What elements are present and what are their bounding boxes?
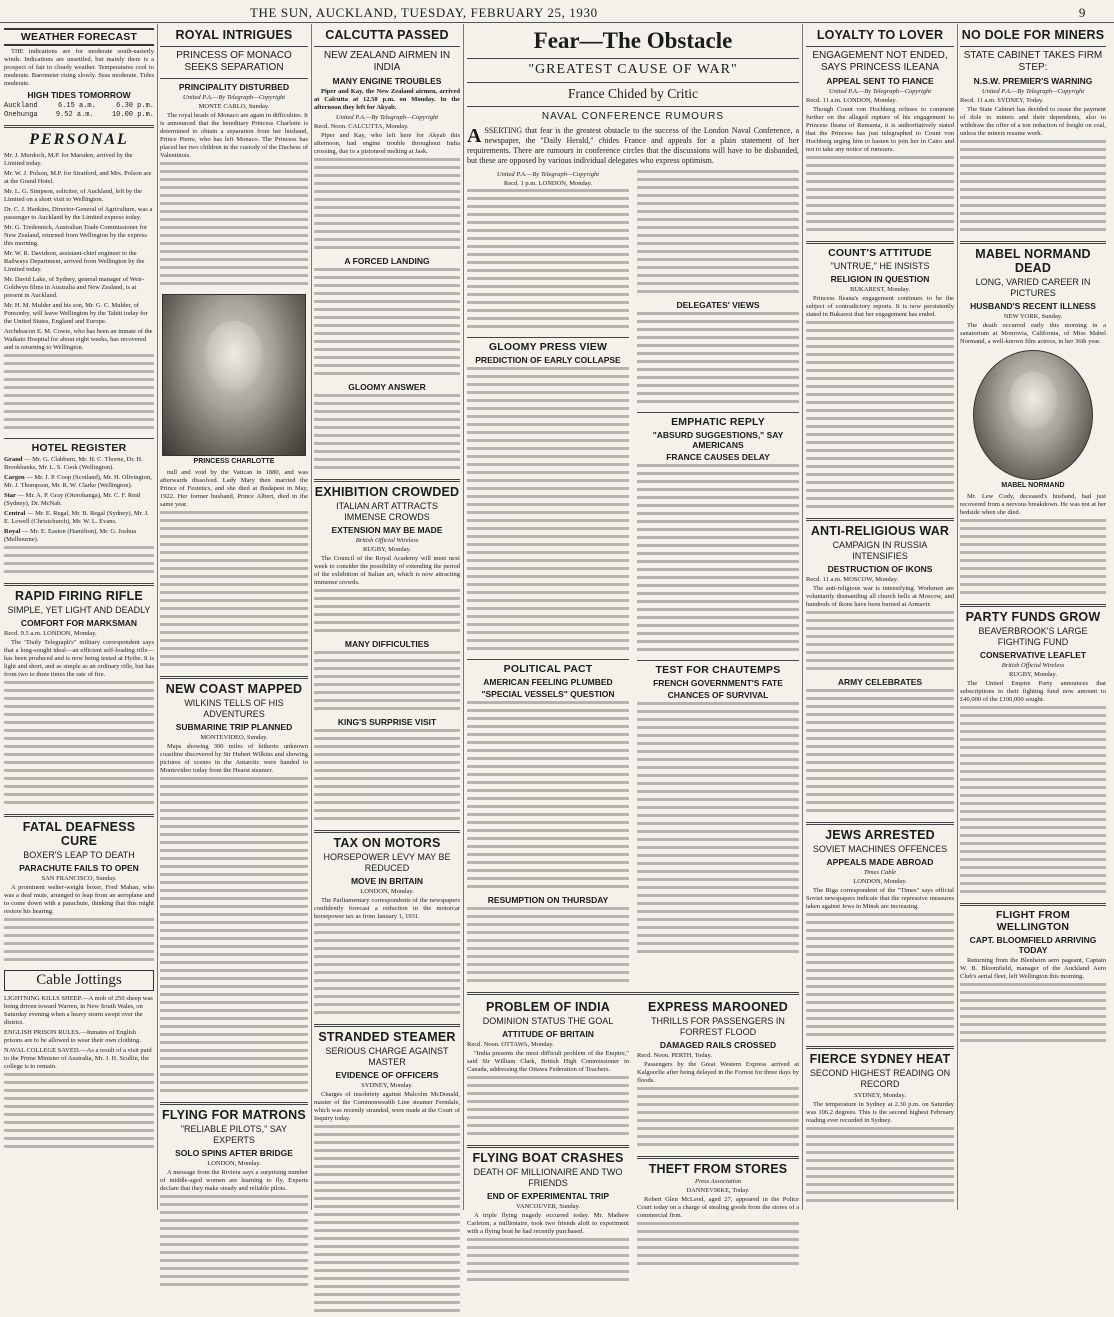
divider [4,814,154,817]
body-text [314,394,460,474]
headline: FLYING FOR MATRONS [162,1108,306,1122]
headline: COUNT'S ATTITUDE [828,247,932,259]
headline: PROBLEM OF INDIA [485,1000,611,1014]
feature-bottom-columns [467,998,799,1286]
cable-jottings-title: Cable Jottings [4,970,154,991]
divider [160,46,308,47]
hotel-entry: Royal — Mr. E. Easton (Hamilton), Mr. G. Joshua (Melbourne). [4,528,136,543]
tide-row: Auckland 6.15 a.m. 6.30 p.m. [4,102,154,110]
body-text [960,706,1106,898]
article-text: Charges of insobriety against Malcolm McDonald, master of the Commonwealth Line steamer Ferndale, which was recently stranded, were made at the Court of Inquiry today. [314,1091,460,1122]
subheadline: END OF EXPERIMENTAL TRIP [486,1191,609,1201]
personal-list [4,152,154,352]
subheadline: "RELIABLE PILOTS," SAY EXPERTS [180,1124,288,1145]
headline: PARTY FUNDS GROW [965,610,1101,624]
headline: FLYING BOAT CRASHES [472,1151,624,1165]
photo-caption: MABEL NORMAND [1001,482,1065,489]
subheadline: EVIDENCE OF OFFICERS [335,1070,439,1080]
divider [637,660,799,661]
section-heading: ARMY CELEBRATES [837,677,923,687]
headline: FIERCE SYDNEY HEAT [809,1052,951,1066]
headline: ROYAL INTRIGUES [175,28,293,42]
body-text [4,1073,154,1153]
credit: United P.A.—By Telegraph—Copyright [981,88,1085,95]
section-heading: TEST FOR CHAUTEMPS [655,664,781,676]
subheadline: N.S.W. PREMIER'S WARNING [973,76,1093,86]
body-text [467,367,629,559]
divider [314,479,460,482]
subheadline: CONSERVATIVE LEAFLET [979,650,1087,660]
dateline: SYDNEY, Monday. [854,1092,906,1099]
subheadline: APPEALS MADE ABROAD [826,857,934,867]
subheadline: PRINCIPALITY DISTURBED [178,82,290,92]
personal-item: Mr. H. M. Mulder and his son, Mr. G. C. Mulder, of Ponsonby, will leave Wellington by the Tahiti today for the United States, England and Europe. [4,302,148,325]
section-heading: AMERICAN FEELING PLUMBED [483,677,613,687]
headline: RAPID FIRING RIFLE [15,589,143,603]
personal-item: Mr. David Lake, of Sydney, general manager of Weir-Goldwyn films in Australia and New Zealand, is at present in Auckland. [4,276,145,299]
subheadline: THRILLS FOR PASSENGERS IN FORREST FLOOD [651,1016,785,1037]
dateline: MONTE CARLO, Sunday. [198,103,270,110]
divider [160,676,308,679]
section-heading: PREDICTION OF EARLY COLLAPSE [475,355,621,365]
body-text [467,285,629,333]
subheadline: DOMINION STATUS THE GOAL [482,1016,614,1026]
body-text [806,689,954,817]
subheadline: CAMPAIGN IN RUSSIA INTENSIFIES [832,540,928,561]
body-text [314,651,460,715]
subheadline: HUSBAND'S RECENT ILLNESS [970,301,1096,311]
divider [467,337,629,338]
body-text [637,894,799,958]
divider [960,241,1106,244]
subheadline: LONG, VARIED CAREER IN PICTURES [975,277,1091,298]
article-text: The Parliamentary correspondents of the newspapers confidently forecast a reduction in the motorcar horsepower tax as from January 1, 1931. [314,897,460,920]
weather-text: THE indications are for moderate south-easterly winds. Indications are unsettled, but mainly there is a prospect of fair to cloudy weather. Temperatures cool to moderate. Barometer rising slowly. Seas moderate. Tides moderate. [4,48,154,87]
body-text [637,170,799,298]
subheadline: SERIOUS CHARGE AGAINST MASTER [325,1046,449,1067]
divider [637,1156,799,1159]
dateline: SAN FRANCISCO, Sunday. [41,875,117,882]
dateline: Recd. 11 a.m. LONDON, Monday. [806,97,897,104]
body-text [637,464,799,656]
princess-photo [162,294,306,456]
body-text [4,354,154,434]
feature-subheadline: France Chided by Critic [567,86,699,101]
body-text [637,702,799,894]
hotel-entry: Star — Mr. A. P. Gray (Otorohanga), Mr. C. F. Reid (Sydney), Dr. McNab. [4,492,141,507]
feature-columns [467,170,799,987]
body-text [637,1222,799,1270]
body-text [467,907,629,987]
section-heading: POLITICAL PACT [503,663,593,675]
subheadline: ENGAGEMENT NOT ENDED, SAYS PRINCESS ILEANA [812,50,948,73]
subheadline: DEATH OF MILLIONAIRE AND TWO FRIENDS [473,1167,623,1188]
subheadline: MANY ENGINE TROUBLES [332,76,442,86]
article-text: A message from the Riviera says a surprising number of middle-aged women are learning to fly. Experts declare that they make steady and reliable pilots. [160,1169,308,1192]
article-text: The United Empire Party announces that subscriptions to their fighting fund now amount to £40,000 of the £100,000 sought. [960,680,1106,703]
tides-title: HIGH TIDES TOMORROW [27,90,131,100]
body-text [4,546,154,578]
subheadline: BEAVERBROOK'S LARGE FIGHTING FUND [978,626,1088,647]
dateline: Recd. 1 p.m. LONDON, Monday. [503,180,593,187]
section-heading: GLOOMY PRESS VIEW [488,341,608,353]
bottom-right-column [637,998,799,1286]
body-text [467,559,629,655]
subheadline: BOXER'S LEAP TO DEATH [23,850,135,860]
headline: MABEL NORMAND DEAD [975,247,1091,275]
feature-headline: Fear—The Obstacle [533,28,733,53]
page-number: 9 [1078,5,1086,20]
body-text [4,681,154,809]
section-heading: KING'S SURPRISE VISIT [337,717,437,727]
hotel-title: HOTEL REGISTER [31,442,127,454]
divider [4,438,154,439]
dateline: Recd. Noon. PERTH, Today. [637,1052,712,1059]
dateline: LONDON, Monday. [853,878,907,885]
portrait-face [204,321,264,395]
subheadline: HORSEPOWER LEVY MAY BE REDUCED [323,852,451,873]
subheadline: COMFORT FOR MARKSMAN [20,618,138,628]
section-heading: FRANCE CAUSES DELAY [666,452,770,462]
subheadline: SIMPLE, YET LIGHT AND DEADLY [7,605,151,615]
body-text [806,321,954,513]
subheadline: ATTITUDE OF BRITAIN [502,1029,594,1039]
dateline: NEW YORK, Sunday. [1003,313,1063,320]
subheadline: SOVIET MACHINES OFFENCES [812,844,948,854]
tide-row: Onehunga 9.52 a.m. 10.00 p.m. [4,111,154,119]
body-text [314,589,460,637]
body-text [637,312,799,408]
feature-right-column [637,170,799,987]
photo-caption: PRINCESS CHARLOTTE [193,458,275,465]
body-text [314,923,460,1019]
divider [4,125,154,128]
body-text [160,511,308,671]
article-lead: Piper and Kay, the New Zealand airmen, arrived at Calcutta at 12.50 p.m. on Monday. In the afternoon they left for Akyab. [314,88,460,111]
headline: JEWS ARRESTED [825,828,935,842]
divider [467,106,799,107]
subheadline: EXTENSION MAY BE MADE [331,525,443,535]
section-heading: EMPHATIC REPLY [671,416,765,428]
dateline: Recd. Noon. CALCUTTA, Monday. [314,123,409,130]
article-text: Passengers by the Great Western Express arrived at Kalgoorlie after being delayed in the Forrest for three days by floods. [637,1061,799,1084]
headline: FLIGHT FROM WELLINGTON [996,909,1070,933]
credit: British Official Wireless [355,537,419,544]
jotting-item: ENGLISH PRISON RULES.—Inmates of English prisons are to be allowed to wear their own clothing. [4,1029,141,1044]
portrait-face [1008,372,1058,431]
dateline: VANCOUVER, Sunday. [516,1203,580,1210]
credit: United P.A.—By Telegraph—Copyright [182,94,286,101]
divider [806,1046,954,1049]
headline: TAX ON MOTORS [333,836,441,850]
masthead [0,0,1114,23]
article-text: A triple flying tragedy occurred today. Mr. Mathew Carleton, a millionaire, took two friends aloft to experiment with a flying boat he had recently purchased. [467,1212,629,1235]
body-text [314,268,460,380]
credit: Press Association [694,1178,742,1185]
dateline: LONDON, Monday. [207,1160,261,1167]
divider [467,992,799,995]
divider [467,1145,629,1148]
subheadline: SOLO SPINS AFTER BRIDGE [175,1148,293,1158]
hotel-list [4,456,154,544]
column-4-feature [467,26,799,1235]
subheadline: "UNTRUE," HE INSISTS [830,261,930,271]
feature-subheadline: NAVAL CONFERENCE RUMOURS [541,111,725,122]
personal-title: PERSONAL [29,131,129,148]
subheadline: DAMAGED RAILS CROSSED [659,1040,777,1050]
divider [160,78,308,79]
dateline: Recd. 11 a.m. MOSCOW, Monday. [806,576,899,583]
feature-lead: ASSERTING that fear is the greatest obstacle to the success of the London Naval Conference, a newspaper, the "Daily Herald," chides France and appeals for a plain statement of her requirements. There are rumours in conference circles that the discussions will have to be disbanded, but these are opposed by various individual delegates who express optimism. [467,125,799,165]
divider [806,241,954,244]
personal-item: Dr. C. J. Hankins, Director-General of Agriculture, was a passenger to Auckland by the Limited express today. [4,206,153,221]
article-text: Though Count von Hochberg refuses to comment further on the alleged rupture of his engagement to Princess Ileana of Rumania, it is authoritatively stated that the Princess has just telegraphed to Count von Hochberg urging him to hasten to join her in Cairo and not to take any notice of rumours. [806,106,954,153]
article-text: Princess Ileana's engagement continues to be the subject of contradictory reports. It is now persistently stated in Bukarest that her engagement has ended. [806,295,954,318]
headline: THEFT FROM STORES [648,1162,788,1176]
body-text [467,1238,629,1286]
feature-left-column [467,170,629,987]
headline: FATAL DEAFNESS CURE [22,820,136,848]
headline: NO DOLE FOR MINERS [961,28,1105,42]
jotting-item: NAVAL COLLEGE SAVED.—As a result of a visit paid to the Prime Minister of Australia, Mr. J. H. Scullin, the college is to remain. [4,1047,152,1070]
subheadline: DESTRUCTION OF IKONS [827,564,933,574]
body-text [467,1076,629,1140]
section-heading: RESUMPTION ON THURSDAY [487,895,609,905]
hotel-entry: Central — Mr. E. Regal, Mr. B. Regal (Sydney), Mr. J. E. Lowell (Christchurch), Mr. W. L. Evans. [4,510,149,525]
column-rule [802,24,803,1210]
column-3 [314,26,460,1206]
body-text [960,140,1106,236]
article-text: The "Daily Telegraph's" military correspondent says that a long-sought ideal—an efficient self-loading rifle—has been produced and is now being tested at Hythe. It is light and short, and as simple as an ordinary rifle, but has from two to three times the rate of fire. [4,639,154,678]
divider [960,903,1106,906]
subheadline: APPEAL SENT TO FIANCE [826,76,934,86]
personal-item: Mr. W. R. Davidson, assistant-chief engineer to the Railways Department, arrived from Wellington by the Limited today. [4,250,145,273]
personal-item: Mr. W. J. Polson, M.P. for Stratford, and Mrs. Polson are at the Grand Hotel. [4,170,152,185]
section-heading: A FORCED LANDING [344,256,430,266]
divider [467,82,799,83]
body-text [160,777,308,1017]
subheadline: SUBMARINE TRIP PLANNED [175,722,293,732]
credit: Times Cable [863,869,897,876]
article-text: The royal heads of Monaco are again in difficulties. It is announced that the hereditary Princess Charlotte is determined to obtain a separation from her husband, Prince Pierre, who has left Monaco. The Princess has placed her two children in the custody of the Duchess of Valentinois. [160,112,308,159]
jotting-item: LIGHTNING KILLS SHEEP.—A mob of 250 sheep was being driven toward Warren, in New South Wales, on Saturday evening when a heavy storm swept over the district. [4,995,153,1026]
personal-item: Mr. G. Tredennick, Australian Trade Commissioner for New Zealand, returned from Wellington by the express this morning. [4,224,148,247]
dateline: MONTEVIDEO, Sunday. [200,734,268,741]
article-text: Robert Glen McLeod, aged 27, appeared in the Police Court today on a charge of stealing goods from the stores of a commercial firm. [637,1196,799,1219]
body-text [960,519,1106,599]
dateline: SYDNEY, Monday. [361,1082,413,1089]
column-rule [157,24,158,1210]
headline: EXPRESS MAROONED [647,1000,789,1014]
section-heading: GLOOMY ANSWER [348,382,426,392]
headline: LOYALTY TO LOVER [816,28,944,42]
section-heading: "ABSURD SUGGESTIONS," SAY AMERICANS [652,430,784,450]
credit: United P.A.—By Telegraph—Copyright [335,114,439,121]
divider [806,46,954,47]
body-text [4,918,154,966]
headline: NEW COAST MAPPED [165,682,303,696]
dateline: Recd. Noon. OTTAWA, Monday. [467,1041,554,1048]
article-text: Maps showing 300 miles of hitherto unknown coastline discovered by Sir Hubert Wilkins and showing pictures of scenes in the Antarctic were handed to Montevideo today from the Hearst steamer. [160,743,308,774]
article-text: "India presents the most difficult problem of the Empire," said Sir William Clark, British High Commissioner in Canada, addressing the Ottawa Federation of Teachers. [467,1050,629,1073]
subheadline: RELIGION IN QUESTION [830,274,930,284]
subheadline: NEW ZEALAND AIRMEN IN INDIA [323,50,451,73]
dateline: RUGBY, Monday. [362,546,412,553]
column-6 [960,26,1106,1206]
divider [960,46,1106,47]
masthead-title: THE SUN, AUCKLAND, TUESDAY, FEBRUARY 25, 1930 [250,5,598,20]
divider [637,412,799,413]
article-text: The death occurred early this morning in a sanatorium at Monrovia, California, of Miss Mabel Normand, a well-known film actress, in her 36th year. [960,322,1106,345]
body-text [160,1195,308,1291]
divider [160,1102,308,1105]
article-text: Mr. Lew Cody, deceased's husband, had just recovered from a nervous breakdown. He was not at her bedside when she died. [960,493,1106,516]
divider [467,58,799,59]
body-text [806,913,954,1041]
credit: United P.A.—By Telegraph—Copyright [828,88,932,95]
article-text: The Council of the Royal Academy will meet next week to consider the possibility of extending the period of the exhibition of Italian art, which is now attracting immense crowds. [314,555,460,586]
hotel-entry: Grand — Mr. G. Clabburn, Mr. H. C. Thorne, Dr. H. Brookbanks, Mr. L. S. Cook (Wellington). [4,456,143,471]
headline: EXHIBITION CROWDED [314,485,460,499]
dateline: BUKAREST, Monday. [850,286,910,293]
section-heading: CHANCES OF SURVIVAL [667,690,769,700]
divider [4,583,154,586]
body-text [160,1017,308,1097]
dateline: DANNEVIRKE, Today. [686,1187,750,1194]
headline: CALCUTTA PASSED [325,28,449,42]
divider [806,518,954,521]
divider [467,659,629,660]
subheadline: ITALIAN ART ATTRACTS IMMENSE CROWDS [336,501,438,522]
column-2 [160,26,308,1206]
headline: ANTI-RELIGIOUS WAR [810,524,950,538]
subheadline: STATE CABINET TAKES FIRM STEP: [963,50,1103,73]
article-text: The temperature in Sydney at 2.30 p.m. on Saturday was 106.2 degrees. This is the second highest February reading ever recorded in Sydney. [806,1101,954,1124]
body-text [314,1125,460,1317]
column-rule [957,24,958,1210]
article-text: Returning from the Blenheim aero pageant, Captain W. B. Bloomfield, manager of the Auckland Aero Club's aerial fleet, left Wellington this morning. [960,957,1106,980]
subheadline: PRINCESS OF MONACO SEEKS SEPARATION [176,50,292,73]
divider [960,604,1106,607]
body-text [806,611,954,675]
tides-table [4,102,154,120]
subheadline: WILKINS TELLS OF HIS ADVENTURES [184,698,284,719]
article-text: The Riga correspondent of the "Times" says official Soviet newspapers indicate that the repressive measures taken against Jews in Minsk are increasing. [806,887,954,910]
section-heading: DELEGATES' VIEWS [676,300,760,310]
article-text: The State Cabinet has decided to cease the payment of dole to miners and their dependents, also to withdraw the offer of a ton reduction of freight on coal, unless the miners resume work. [960,106,1106,137]
column-5 [806,26,954,1206]
hotel-entry: Cargen — Mr. J. P. Coop (Scotland), Mr. H. Olivington, Mr. J. Thompson, Mr. R. W. Clarke (Wellington). [4,474,152,489]
body-text [960,983,1106,1047]
column-rule [311,24,312,1210]
dateline: LONDON, Monday. [360,888,414,895]
jottings-list [4,995,154,1071]
divider [314,46,460,47]
mabel-normand-photo [973,350,1093,480]
divider [806,822,954,825]
bottom-left-column [467,998,629,1286]
body-text [314,729,460,825]
article-text: null and void by the Vatican in 1880, and was afterwards dissolved. Lady Mary then married the Prince of Festetics, and she died at Budapest in May, 1922. Her former husband, Prince Albert, died in the same year. [160,469,308,508]
credit: United P.A.—By Telegraph—Copyright [496,171,600,178]
column-rule [463,24,464,1210]
body-text [806,156,954,236]
dateline: Recd. 11 a.m. SYDNEY, Today. [960,97,1044,104]
personal-item: Mr. L. G. Simpson, solicitor, of Auckland, left by the Limited on a short visit to Wellington. [4,188,142,203]
credit: British Official Wireless [1001,662,1065,669]
divider [314,830,460,833]
section-heading: MANY DIFFICULTIES [344,639,430,649]
subheadline: SECOND HIGHEST READING ON RECORD [809,1068,951,1089]
personal-item: Mr. J. Murdoch, M.P. for Marsden, arrived by the Limited today. [4,152,133,167]
section-heading: "SPECIAL VESSELS" QUESTION [481,689,615,699]
dateline: RUGBY, Monday. [1008,671,1058,678]
body-text [467,701,629,893]
divider [314,1024,460,1027]
headline: STRANDED STEAMER [318,1030,456,1044]
article-text: Piper and Kay, who left here for Akyab this afternoon, had engine trouble throughout India crossing, due to a pistonrod melting at Jask. [314,132,460,155]
body-text [160,162,308,290]
feature-subheadline: "GREATEST CAUSE OF WAR" [528,62,738,77]
body-text [314,158,460,254]
weather-title: WEATHER FORECAST [4,28,154,46]
body-text [467,189,629,285]
subheadline: MOVE IN BRITAIN [350,876,424,886]
article-text: The anti-religious war is intensifying. Workmen are voluntarily dismantling all church bells at Moscow, and hundreds of ikons have been burned at Armavir. [806,585,954,608]
article-text: A prominent welter-weight boxer, Fred Mahan, who was a deaf mute, arranged to leap from an aeroplane and to come down with a parachute, thinking that this might restore his hearing. [4,884,154,915]
subheadline: CAPT. BLOOMFIELD ARRIVING TODAY [969,935,1097,955]
personal-item: Archdeacon E. M. Cowie, who has been an inmate of the Waikato Hospital for about eight weeks, has recovered and is returning to Wellington. [4,328,153,351]
body-text [806,1127,954,1207]
column-1 [4,26,154,1206]
body-text [637,1087,799,1151]
subheadline: PARACHUTE FAILS TO OPEN [19,863,139,873]
dateline: Recd. 9.5 a.m. LONDON, Monday. [4,630,97,637]
section-heading: FRENCH GOVERNMENT'S FATE [653,678,783,688]
